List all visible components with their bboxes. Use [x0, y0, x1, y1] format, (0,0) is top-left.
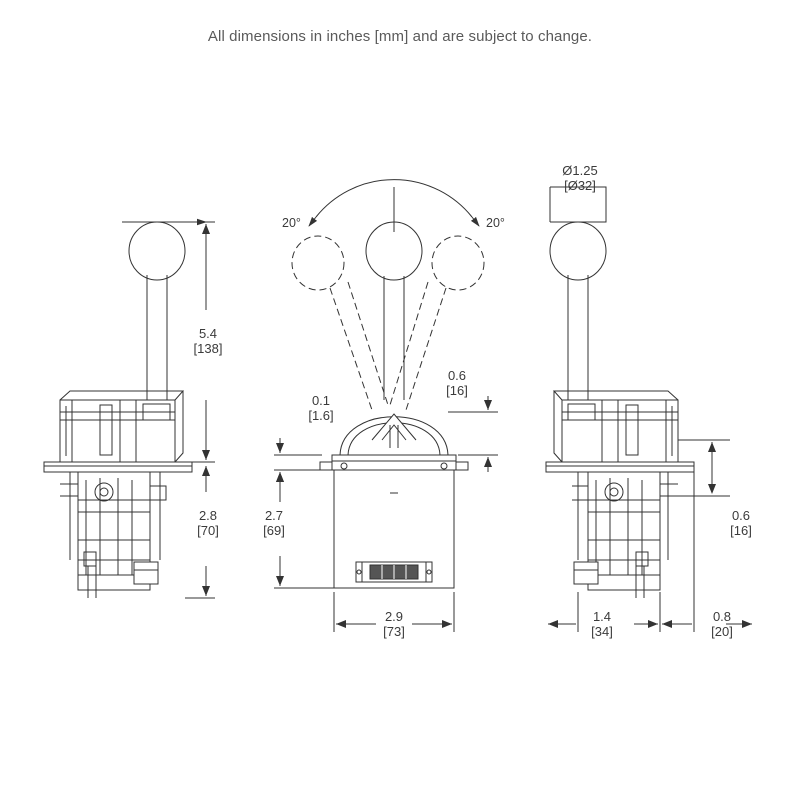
drawing-note: All dimensions in inches [mm] and are subject to change. [207, 28, 593, 45]
dim-body-depth-below-panel [182, 508, 234, 538]
dim-value-inch: 2.9 [384, 609, 404, 624]
dim-value-mm: [1.6] [308, 408, 334, 423]
dim-value-mm: [20] [711, 624, 733, 639]
dim-boot-height [432, 368, 482, 398]
dim-value-inch: 2.7 [264, 508, 284, 523]
dim-value-inch: 0.6 [447, 368, 467, 383]
dim-value-inch: 5.4 [198, 326, 218, 341]
dim-value-mm: [73] [383, 624, 405, 639]
dim-body-depth [576, 609, 628, 639]
angle-label-left: 20° [282, 216, 301, 230]
dim-value-mm: [16] [730, 523, 752, 538]
dim-value-mm: [138] [193, 341, 223, 356]
dim-body-width [368, 609, 420, 639]
dim-value-inch: 2.8 [198, 508, 218, 523]
dim-value-inch: Ø1.25 [562, 163, 598, 178]
dim-flange-offset [716, 508, 766, 538]
dim-value-mm: [34] [591, 624, 613, 639]
side-view-left [44, 222, 192, 598]
dim-value-mm: [16] [446, 383, 468, 398]
dim-value-inch: 0.8 [712, 609, 732, 624]
dim-value-mm: [69] [263, 523, 285, 538]
angle-label-right: 20° [486, 216, 505, 230]
dim-value-mm: [70] [197, 523, 219, 538]
dim-knob-diameter [552, 163, 608, 193]
dim-value-inch: 0.1 [311, 393, 331, 408]
dim-value-inch: 0.6 [731, 508, 751, 523]
side-view-right [546, 187, 694, 598]
dim-lever-height [182, 326, 234, 356]
dim-value-mm: [Ø32] [564, 178, 596, 193]
dim-rear-projection [696, 609, 748, 639]
dim-body-height-front [248, 508, 300, 538]
dim-value-inch: 1.4 [592, 609, 612, 624]
dim-panel-thickness [296, 393, 346, 423]
